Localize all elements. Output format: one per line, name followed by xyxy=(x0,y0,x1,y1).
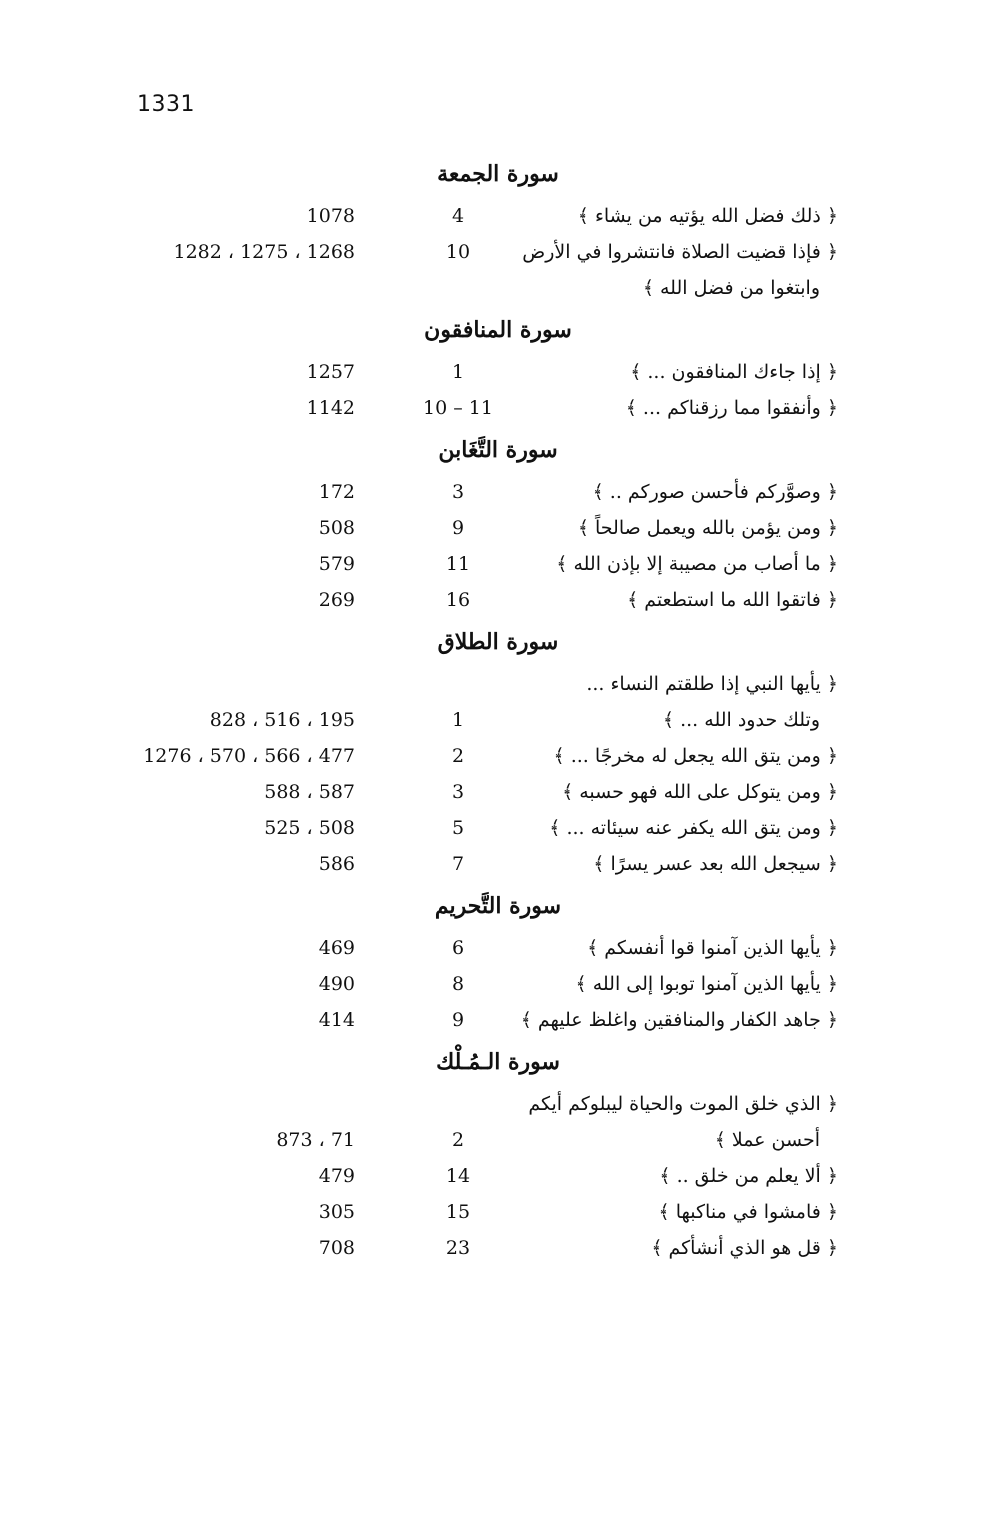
verse-line: ﴿ ألا يعلم من خلق .. ﴾ xyxy=(659,1165,838,1187)
verse-entry xyxy=(0,198,986,234)
surah-section xyxy=(0,306,986,426)
page-references: 1142 xyxy=(306,397,355,419)
verse-line: ﴿ ومن يتق الله يجعل له مخرجًا ... ﴾ xyxy=(553,745,838,767)
verse-line: ﴿ وصوَّركم فأحسن صوركم .. ﴾ xyxy=(592,481,838,503)
ayah-number: 9 xyxy=(451,517,465,539)
verse-line: ﴿ يأيها النبي إذا طلقتم النساء ... xyxy=(586,673,838,695)
verse-index xyxy=(0,150,986,1266)
verse-entry xyxy=(0,1002,986,1038)
verse-entry xyxy=(0,1158,986,1194)
page-references: 477 ، 566 ، 570 ، 1276 xyxy=(143,745,355,767)
verse-entry xyxy=(0,1230,986,1266)
verse-entry xyxy=(0,666,986,738)
ayah-number: 11 xyxy=(445,553,471,575)
verse-entry xyxy=(0,234,986,306)
ayah-number: 8 xyxy=(451,973,465,995)
verse-entry xyxy=(0,774,986,810)
verse-line: ﴿ ومن يؤمن بالله ويعمل صالحاً ﴾ xyxy=(577,517,838,539)
ayah-number: 2 xyxy=(451,1129,465,1151)
page-references: 579 xyxy=(318,553,355,575)
surah-title: سورة المنافقون xyxy=(424,317,572,343)
verse-line: ﴿ ومن يتوكل على الله فهو حسبه ﴾ xyxy=(562,781,838,803)
verse-line: ﴿ الذي خلق الموت والحياة ليبلوكم أيكم xyxy=(528,1093,838,1115)
page-references: 414 xyxy=(318,1009,355,1031)
ayah-number: 16 xyxy=(445,589,471,611)
page-references: 1078 xyxy=(306,205,355,227)
page-number: 1331 xyxy=(137,92,195,117)
page-references: 586 xyxy=(318,853,355,875)
surah-title: سورة التَّغَابن xyxy=(438,437,558,463)
page-references: 587 ، 588 xyxy=(264,781,355,803)
page-references: 508 ، 525 xyxy=(264,817,355,839)
verse-line: ﴿ ومن يتق الله يكفر عنه سيئاته ... ﴾ xyxy=(549,817,838,839)
verse-entry xyxy=(0,354,986,390)
ayah-number: 14 xyxy=(445,1165,471,1187)
surah-section xyxy=(0,150,986,306)
ayah-number: 1 xyxy=(451,361,465,383)
surah-title: سورة الجمعة xyxy=(437,161,559,187)
ayah-number: 6 xyxy=(451,937,465,959)
verse-entry xyxy=(0,582,986,618)
verse-line: ﴿ يأيها الذين آمنوا قوا أنفسكم ﴾ xyxy=(587,937,838,959)
verse-line: ﴿ يأيها الذين آمنوا توبوا إلى الله ﴾ xyxy=(575,973,838,995)
verse-line: ﴿ ذلك فضل الله يؤتيه من يشاء ﴾ xyxy=(577,205,838,227)
verse-entry xyxy=(0,846,986,882)
page-references: 469 xyxy=(318,937,355,959)
page-references: 305 xyxy=(318,1201,355,1223)
verse-line: ﴿ جاهد الكفار والمنافقين واغلظ عليهم ﴾ xyxy=(520,1009,838,1031)
verse-entry xyxy=(0,930,986,966)
page-references: 172 xyxy=(318,481,355,503)
page-references: 1268 ، 1275 ، 1282 xyxy=(173,241,355,263)
page-references: 490 xyxy=(318,973,355,995)
verse-line: ﴿ وأنفقوا مما رزقناكم ... ﴾ xyxy=(625,397,838,419)
page-references: 479 xyxy=(318,1165,355,1187)
ayah-number: 9 xyxy=(451,1009,465,1031)
ayah-number: 3 xyxy=(451,781,465,803)
verse-entry xyxy=(0,966,986,1002)
surah-title: سورة الطلاق xyxy=(437,629,559,655)
surah-section xyxy=(0,618,986,882)
ayah-number: 2 xyxy=(451,745,465,767)
page-references: 1257 xyxy=(306,361,355,383)
verse-line: أحسن عملا ﴾ xyxy=(714,1129,820,1151)
verse-line: ﴿ ما أصاب من مصيبة إلا بإذن الله ﴾ xyxy=(556,553,838,575)
verse-entry xyxy=(0,810,986,846)
ayah-number: 7 xyxy=(451,853,465,875)
surah-section xyxy=(0,1038,986,1266)
page-references: 269 xyxy=(318,589,355,611)
page-references: 71 ، 873 xyxy=(276,1129,355,1151)
verse-line: ﴿ فامشوا في مناكبها ﴾ xyxy=(658,1201,838,1223)
ayah-number: 10 xyxy=(445,241,471,263)
verse-entry xyxy=(0,738,986,774)
ayah-number: 15 xyxy=(445,1201,471,1223)
verse-line: وابتغوا من فضل الله ﴾ xyxy=(642,277,820,299)
surah-section xyxy=(0,426,986,618)
verse-entry xyxy=(0,1086,986,1158)
page-references: 708 xyxy=(318,1237,355,1259)
verse-line: ﴿ قل هو الذي أنشأكم ﴾ xyxy=(651,1237,838,1259)
ayah-number: 5 xyxy=(451,817,465,839)
verse-entry xyxy=(0,546,986,582)
surah-section xyxy=(0,882,986,1038)
ayah-number: 4 xyxy=(451,205,465,227)
page-references: 195 ، 516 ، 828 xyxy=(209,709,355,731)
surah-title: سورة التَّحريم xyxy=(434,893,562,919)
page-references: 508 xyxy=(318,517,355,539)
verse-entry xyxy=(0,510,986,546)
verse-line: ﴿ فاتقوا الله ما استطعتم ﴾ xyxy=(627,589,838,611)
surah-title: سورة الـمُـلْك xyxy=(436,1049,560,1075)
verse-entry xyxy=(0,1194,986,1230)
ayah-number: 10 – 11 xyxy=(423,397,493,419)
verse-entry xyxy=(0,474,986,510)
ayah-number: 23 xyxy=(445,1237,471,1259)
ayah-number: 1 xyxy=(451,709,465,731)
verse-line: ﴿ إذا جاءك المنافقون ... ﴾ xyxy=(630,361,838,383)
ayah-number: 3 xyxy=(451,481,465,503)
verse-entry xyxy=(0,390,986,426)
verse-line: ﴿ سيجعل الله بعد عسر يسرًا ﴾ xyxy=(593,853,838,875)
verse-line: ﴿ فإذا قضيت الصلاة فانتشروا في الأرض xyxy=(522,241,838,263)
verse-line: وتلك حدود الله ... ﴾ xyxy=(662,709,820,731)
